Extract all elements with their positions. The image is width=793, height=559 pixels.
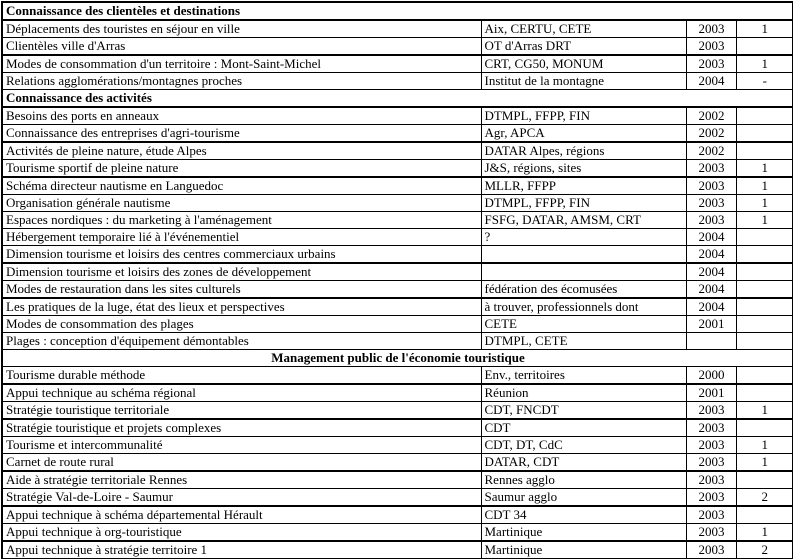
study-label: Hébergement temporaire lié à l'événementiel <box>2 229 481 246</box>
study-year: 2004 <box>686 298 736 316</box>
partners-list: DATAR Alpes, régions <box>481 142 686 160</box>
study-count: 2 <box>736 489 793 507</box>
study-year: 2001 <box>686 316 736 333</box>
table-row <box>2 489 793 507</box>
table-row <box>2 419 793 437</box>
study-year: 2003 <box>686 55 736 73</box>
study-label: Carnet de route rural <box>2 454 481 472</box>
table-row <box>2 471 793 489</box>
study-label: Appui technique au schéma régional <box>2 384 481 402</box>
study-count: - <box>736 73 793 90</box>
table-row <box>2 38 793 56</box>
partners-list: ? <box>481 229 686 246</box>
study-year: 2003 <box>686 212 736 229</box>
study-year <box>686 333 736 350</box>
study-year: 2003 <box>686 437 736 454</box>
study-count: 1 <box>736 177 793 195</box>
study-label: Activités de pleine nature, étude Alpes <box>2 142 481 160</box>
study-count <box>736 298 793 316</box>
partners-list: Rennes agglo <box>481 471 686 489</box>
partners-list: FSFG, DATAR, AMSM, CRT <box>481 212 686 229</box>
study-year: 2004 <box>686 281 736 299</box>
study-count <box>736 142 793 160</box>
study-year: 2004 <box>686 73 736 90</box>
study-label: Connaissance des entreprises d'agri-tourisme <box>2 125 481 143</box>
partners-list: CDT <box>481 419 686 437</box>
study-label: Stratégie touristique et projets complexes <box>2 419 481 437</box>
study-count: 1 <box>736 212 793 229</box>
section-header-row <box>2 2 793 20</box>
study-count <box>736 38 793 56</box>
table-row <box>2 402 793 420</box>
studies-table <box>1 1 793 559</box>
partners-list: CRT, CG50, MONUM <box>481 55 686 73</box>
study-label: Modes de consommation d'un territoire : Mont-Saint-Michel <box>2 55 481 73</box>
study-label: Organisation générale nautisme <box>2 195 481 212</box>
study-label: Modes de consommation des plages <box>2 316 481 333</box>
study-count: 1 <box>736 195 793 212</box>
partners-list <box>481 263 686 281</box>
study-label: Appui technique à org-touristique <box>2 524 481 542</box>
study-count: 1 <box>736 402 793 420</box>
study-label: Relations agglomérations/montagnes proches <box>2 73 481 90</box>
partners-list: J&S, régions, sites <box>481 160 686 178</box>
study-year: 2003 <box>686 454 736 472</box>
table-row <box>2 281 793 299</box>
study-year: 2003 <box>686 524 736 542</box>
table-row <box>2 229 793 246</box>
partners-list: DTMPL, FFPP, FIN <box>481 107 686 125</box>
study-count <box>736 506 793 524</box>
study-label: Les pratiques de la luge, état des lieux et perspectives <box>2 298 481 316</box>
table-row <box>2 454 793 472</box>
study-year: 2004 <box>686 246 736 264</box>
table-row <box>2 437 793 454</box>
partners-list: Institut de la montagne <box>481 73 686 90</box>
table-row <box>2 55 793 73</box>
study-count <box>736 384 793 402</box>
study-count <box>736 471 793 489</box>
study-count: 2 <box>736 541 793 559</box>
partners-list: Saumur agglo <box>481 489 686 507</box>
study-year: 2003 <box>686 38 736 56</box>
table-row <box>2 316 793 333</box>
study-count <box>736 246 793 264</box>
study-count <box>736 316 793 333</box>
study-year: 2000 <box>686 367 736 385</box>
partners-list: à trouver, professionnels dont <box>481 298 686 316</box>
table-row <box>2 142 793 160</box>
study-year: 2003 <box>686 195 736 212</box>
study-label: Tourisme durable méthode <box>2 367 481 385</box>
table-row <box>2 160 793 178</box>
study-count <box>736 125 793 143</box>
study-label: Espaces nordiques : du marketing à l'aménagement <box>2 212 481 229</box>
report-table-body <box>2 2 793 559</box>
partners-list: CDT, FNCDT <box>481 402 686 420</box>
study-label: Stratégie Val-de-Loire - Saumur <box>2 489 481 507</box>
table-row <box>2 177 793 195</box>
study-year: 2003 <box>686 541 736 559</box>
partners-list: DTMPL, CETE <box>481 333 686 350</box>
study-label: Clientèles ville d'Arras <box>2 38 481 56</box>
study-count <box>736 229 793 246</box>
study-year: 2001 <box>686 384 736 402</box>
table-row <box>2 298 793 316</box>
table-row <box>2 367 793 385</box>
section-title: Management public de l'économie touristique <box>2 350 793 367</box>
study-label: Besoins des ports en anneaux <box>2 107 481 125</box>
section-header-row <box>2 90 793 108</box>
study-year: 2003 <box>686 471 736 489</box>
table-row <box>2 246 793 264</box>
study-year: 2002 <box>686 125 736 143</box>
partners-list: DATAR, CDT <box>481 454 686 472</box>
study-label: Aide à stratégie territoriale Rennes <box>2 471 481 489</box>
study-count <box>736 333 793 350</box>
study-count: 1 <box>736 55 793 73</box>
partners-list: Réunion <box>481 384 686 402</box>
study-label: Appui technique à stratégie territoire 1 <box>2 541 481 559</box>
table-row <box>2 506 793 524</box>
study-year: 2003 <box>686 20 736 38</box>
table-row <box>2 541 793 559</box>
study-label: Tourisme sportif de pleine nature <box>2 160 481 178</box>
table-row <box>2 524 793 542</box>
table-row <box>2 73 793 90</box>
partners-list: MLLR, FFPP <box>481 177 686 195</box>
study-label: Déplacements des touristes en séjour en ville <box>2 20 481 38</box>
study-count <box>736 419 793 437</box>
partners-list: Env., territoires <box>481 367 686 385</box>
study-year: 2003 <box>686 506 736 524</box>
study-label: Dimension tourisme et loisirs des zones de développement <box>2 263 481 281</box>
study-label: Appui technique à schéma départemental Hérault <box>2 506 481 524</box>
study-year: 2002 <box>686 142 736 160</box>
table-row <box>2 333 793 350</box>
partners-list: Aix, CERTU, CETE <box>481 20 686 38</box>
study-count <box>736 107 793 125</box>
study-label: Stratégie touristique territoriale <box>2 402 481 420</box>
study-count: 1 <box>736 437 793 454</box>
partners-list <box>481 246 686 264</box>
section-title: Connaissance des clientèles et destinations <box>2 2 793 20</box>
study-count <box>736 281 793 299</box>
study-label: Schéma directeur nautisme en Languedoc <box>2 177 481 195</box>
study-year: 2004 <box>686 263 736 281</box>
study-label: Plages : conception d'équipement démontables <box>2 333 481 350</box>
study-label: Tourisme et intercommunalité <box>2 437 481 454</box>
partners-list: Martinique <box>481 524 686 542</box>
section-title: Connaissance des activités <box>2 90 793 108</box>
study-count <box>736 263 793 281</box>
study-count: 1 <box>736 160 793 178</box>
table-row <box>2 20 793 38</box>
study-year: 2003 <box>686 402 736 420</box>
section-header-row <box>2 350 793 367</box>
study-year: 2003 <box>686 160 736 178</box>
study-label: Dimension tourisme et loisirs des centres commerciaux urbains <box>2 246 481 264</box>
study-count <box>736 367 793 385</box>
partners-list: CDT, DT, CdC <box>481 437 686 454</box>
partners-list: OT d'Arras DRT <box>481 38 686 56</box>
table-row <box>2 195 793 212</box>
partners-list: Martinique <box>481 541 686 559</box>
table-row <box>2 384 793 402</box>
study-count: 1 <box>736 20 793 38</box>
study-label: Modes de restauration dans les sites culturels <box>2 281 481 299</box>
table-row <box>2 212 793 229</box>
study-count: 1 <box>736 524 793 542</box>
partners-list: CETE <box>481 316 686 333</box>
study-count: 1 <box>736 454 793 472</box>
partners-list: CDT 34 <box>481 506 686 524</box>
study-year: 2003 <box>686 489 736 507</box>
study-year: 2002 <box>686 107 736 125</box>
partners-list: Agr, APCA <box>481 125 686 143</box>
study-year: 2003 <box>686 419 736 437</box>
table-row <box>2 107 793 125</box>
table-row <box>2 263 793 281</box>
partners-list: DTMPL, FFPP, FIN <box>481 195 686 212</box>
study-year: 2003 <box>686 177 736 195</box>
table-row <box>2 125 793 143</box>
partners-list: fédération des écomusées <box>481 281 686 299</box>
study-year: 2004 <box>686 229 736 246</box>
